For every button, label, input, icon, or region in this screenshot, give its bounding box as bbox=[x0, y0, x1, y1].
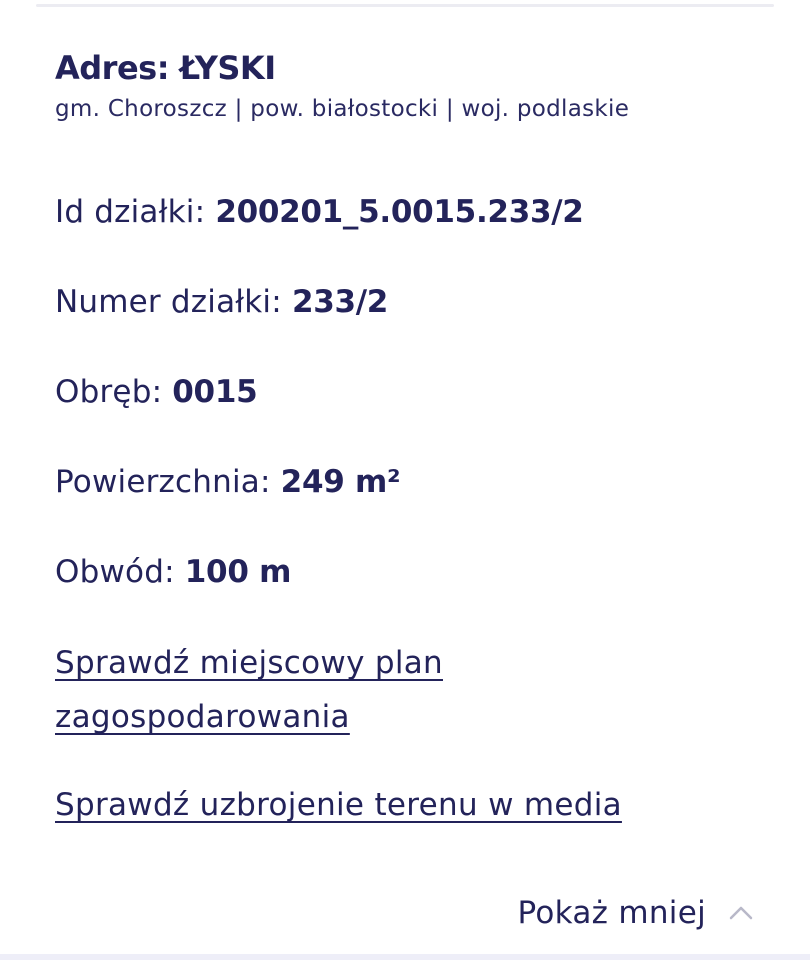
address-subtitle: gm. Choroszcz | pow. białostocki | woj. podlaskie bbox=[55, 96, 630, 122]
address-title: Adres: ŁYSKI bbox=[55, 49, 276, 87]
field-label: Obwód: bbox=[55, 554, 185, 590]
field-area bbox=[55, 462, 400, 502]
parcel-details-card bbox=[55, 48, 770, 823]
field-parcel-id bbox=[55, 192, 584, 232]
field-value: 249 m² bbox=[280, 464, 401, 500]
field-label: Obręb: bbox=[55, 374, 173, 410]
field-precinct bbox=[55, 372, 257, 412]
field-label: Numer działki: bbox=[55, 284, 292, 320]
top-divider bbox=[36, 4, 774, 7]
show-less-label: Pokaż mniej bbox=[517, 895, 706, 931]
field-value: 200201_5.0015.233/2 bbox=[215, 194, 584, 230]
utilities-link[interactable]: Sprawdź uzbrojenie terenu w media bbox=[55, 787, 622, 823]
show-less-toggle[interactable] bbox=[517, 888, 754, 938]
field-value: 0015 bbox=[172, 374, 258, 410]
field-parcel-number bbox=[55, 282, 388, 322]
bottom-strip bbox=[0, 954, 810, 960]
chevron-up-icon bbox=[728, 900, 754, 926]
field-label: Id działki: bbox=[55, 194, 216, 230]
field-value: 233/2 bbox=[291, 284, 389, 320]
field-label: Powierzchnia: bbox=[55, 464, 281, 500]
field-perimeter bbox=[55, 552, 291, 592]
field-value: 100 m bbox=[184, 554, 292, 590]
local-plan-link[interactable]: Sprawdź miejscowy plan zagospodarowania bbox=[55, 645, 443, 735]
